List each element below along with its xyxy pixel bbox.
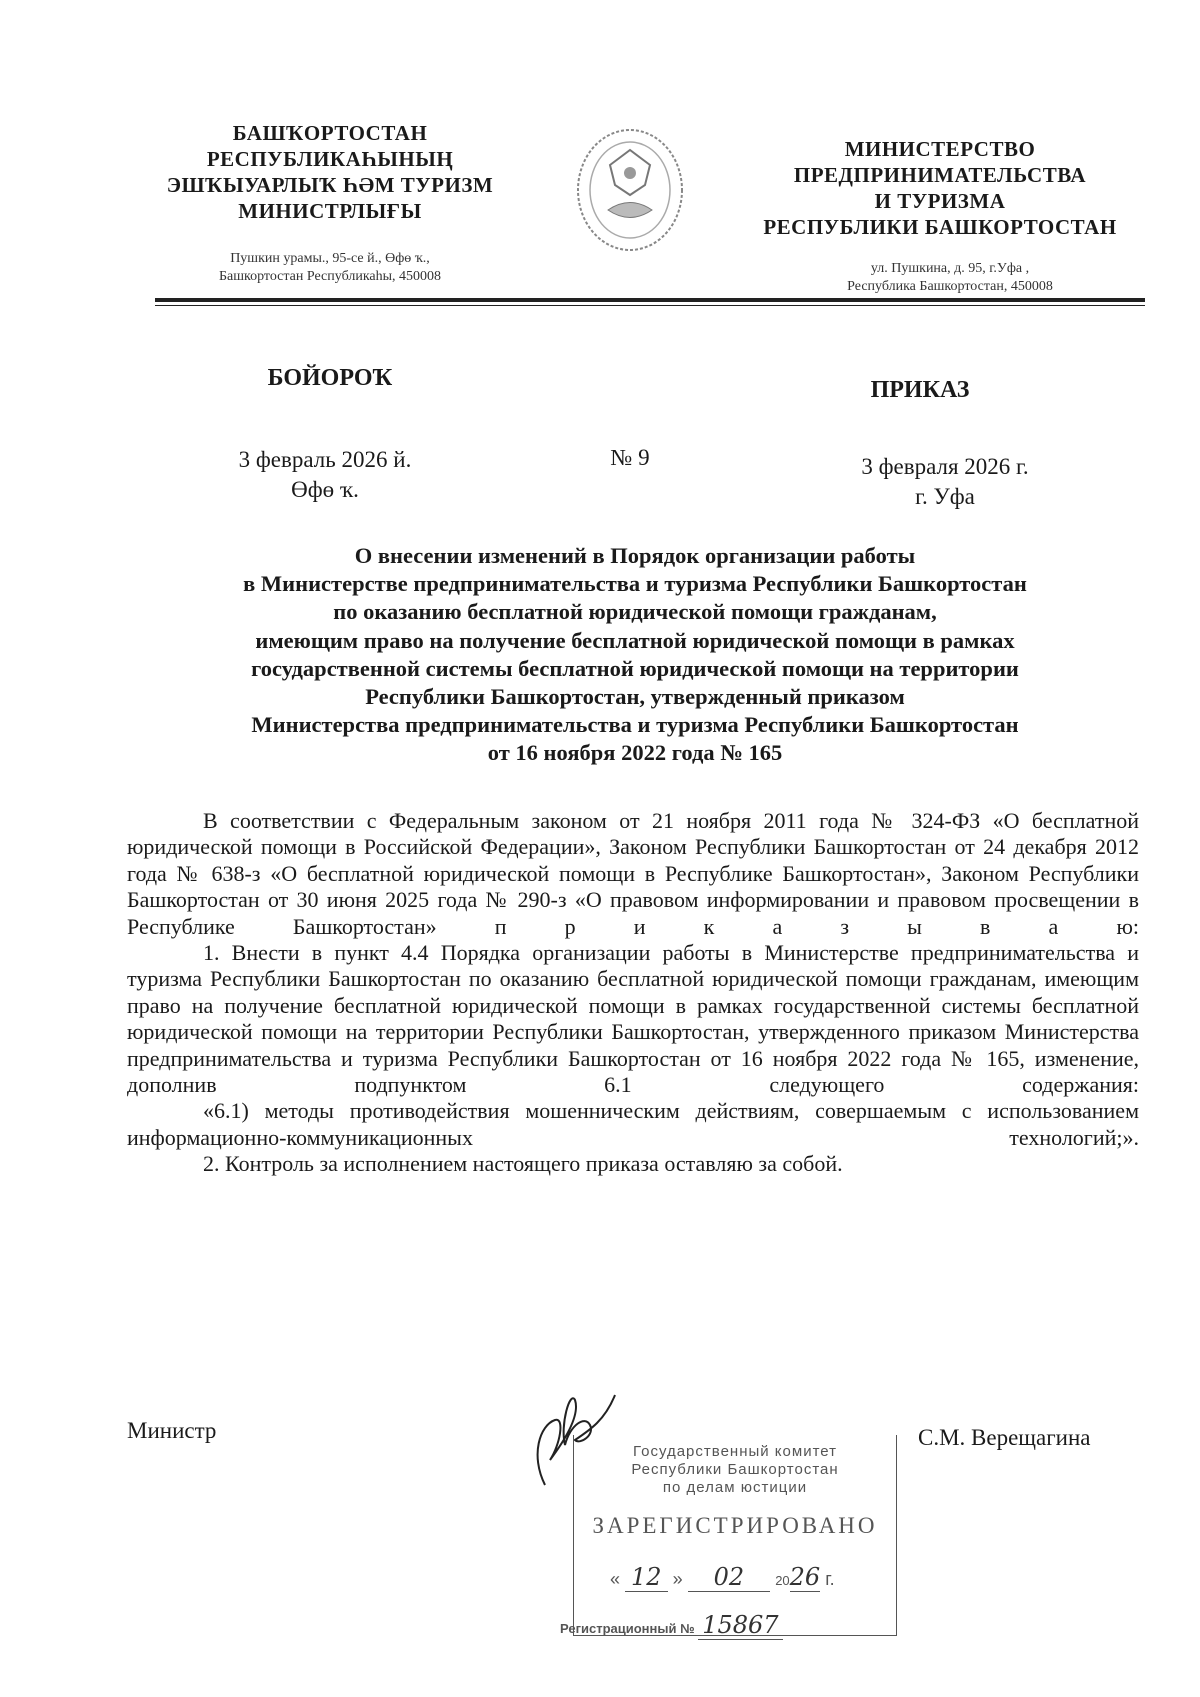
header-right-org xyxy=(740,136,1140,240)
header-left-address xyxy=(130,250,530,286)
document-title xyxy=(130,542,1140,768)
document-body xyxy=(127,808,1139,1178)
stamp-org-line: по делам юстиции xyxy=(662,1479,808,1496)
body-paragraph: 1. Внести в пункт 4.4 Порядка организации работы в Министерстве предпринимательства и туризма Республики Башкортостан по оказанию бесплатной юридической помощи гражданам, имеющим право на получение бесплатной юридической помощи в рамках государственной системы бесплатной юридической помощи на территории Республики Башкортостан, утвержденного приказом Министерства предпринимательства и туризма Республики Башкортостан от 16 ноября 2022 года № 165, изменение, дополнив подпунктом 6.1 следующего содержания: xyxy=(127,940,1139,1098)
title-line: Министерства предпринимательства и туризма Республики Башкортостан xyxy=(251,712,1019,738)
header-divider-thin xyxy=(155,305,1145,306)
body-paragraph: «6.1) методы противодействия мошенническим действиям, совершаемым с использованием информационно-коммуникационных технологий;». xyxy=(127,1098,1139,1150)
header-left-org xyxy=(130,120,530,224)
stamp-date xyxy=(610,1563,870,1591)
stamp-date-year-prefix: 20 xyxy=(775,1573,790,1588)
header-right-line: И ТУРИЗМА xyxy=(874,189,1006,213)
body-paragraph: В соответствии с Федеральным законом от 21 ноября 2011 года № 324-ФЗ «О бесплатной юридической помощи в Российской Федерации», Законом Республики Башкортостан от 24 декабря 2012 года № 638-з «О бесплатной юридической помощи в Республике Башкортостан», Законом Республики Башкортостан от 30 июня 2025 года № 290-з «О правовом информировании и правовом просвещении в Республике Башкортостан» п р и к а з ы в а ю: xyxy=(127,808,1139,939)
date-left-block xyxy=(170,445,480,505)
stamp-date-year: 26 xyxy=(789,1563,821,1591)
stamp-date-month: 02 xyxy=(688,1563,771,1592)
title-line: О внесении изменений в Порядок организации работы xyxy=(354,543,916,568)
title-line: государственной системы бесплатной юридической помощи на территории xyxy=(251,655,1019,681)
date-right-block xyxy=(790,452,1100,512)
city-left: Өфө ҡ. xyxy=(291,477,359,502)
stamp-org-line: Республики Башкортостан xyxy=(631,1461,839,1478)
address-line: Башкортостан Республикаһы, 450008 xyxy=(218,269,442,284)
address-line: Пушкин урамы., 95-се й., Өфө ҡ., xyxy=(230,251,430,266)
signatory-position: Министр xyxy=(127,1418,217,1443)
date-left: 3 февраль 2026 й. xyxy=(238,447,412,472)
stamp-date-day: 12 xyxy=(625,1563,668,1592)
address-line: Республика Башкортостан, 450008 xyxy=(847,279,1053,294)
header-left-line: РЕСПУБЛИКАҺЫНЫҢ xyxy=(206,147,454,171)
header-left-line: МИНИСТРЛЫҒЫ xyxy=(238,199,422,223)
stamp-date-end: г. xyxy=(825,1569,835,1589)
title-line: Республики Башкортостан, утвержденный приказом xyxy=(365,684,905,710)
signatory-name: С.М. Верещагина xyxy=(918,1425,1091,1450)
stamp-reg-label: Регистрационный № xyxy=(560,1621,695,1636)
date-right: 3 февраля 2026 г. xyxy=(861,454,1029,479)
stamp-org xyxy=(574,1443,896,1497)
stamp-registered: ЗАРЕГИСТРИРОВАНО xyxy=(592,1513,878,1538)
title-line: от 16 ноября 2022 года № 165 xyxy=(487,740,783,766)
address-line: ул. Пушкина, д. 95, г.Уфа , xyxy=(870,261,1030,276)
header-left-line: БАШҠОРТОСТАН xyxy=(232,121,428,145)
title-line: в Министерстве предпринимательства и туризма Республики Башкортостан xyxy=(243,571,1027,597)
doc-type-left: БОЙОРОҠ xyxy=(267,365,393,391)
header-right-line: МИНИСТЕРСТВО xyxy=(844,137,1036,161)
header-divider xyxy=(155,298,1145,302)
stamp-date-open: « xyxy=(610,1569,621,1589)
header-left-line: ЭШҠЫУАРЛЫҠ ҺӘМ ТУРИЗМ xyxy=(166,173,494,197)
header-right-address xyxy=(750,260,1150,296)
stamp-reg-number-row xyxy=(560,1611,880,1639)
header-right-line: РЕСПУБЛИКИ БАШКОРТОСТАН xyxy=(763,215,1117,239)
registration-stamp xyxy=(560,1435,897,1639)
header-right-line: ПРЕДПРИНИМАТЕЛЬСТВА xyxy=(793,163,1087,187)
city-right: г. Уфа xyxy=(915,484,975,509)
body-paragraph: 2. Контроль за исполнением настоящего приказа оставляю за собой. xyxy=(203,1151,843,1177)
order-number: № 9 xyxy=(610,445,650,470)
stamp-reg-number: 15867 xyxy=(698,1611,782,1640)
stamp-org-line: Государственный комитет xyxy=(633,1443,837,1460)
emblem-icon xyxy=(570,125,690,255)
doc-type-right: ПРИКАЗ xyxy=(870,377,970,403)
title-line: имеющим право на получение бесплатной юридической помощи в рамках xyxy=(255,627,1015,653)
title-line: по оказанию бесплатной юридической помощи гражданам, xyxy=(333,599,937,625)
stamp-date-mid: » xyxy=(672,1569,683,1589)
